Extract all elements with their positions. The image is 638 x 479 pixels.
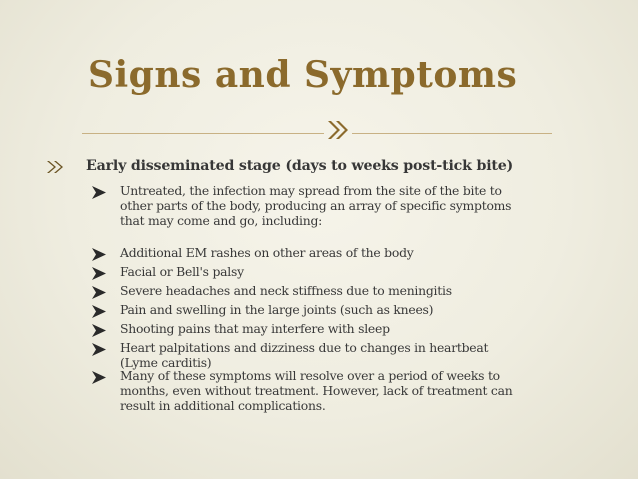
- list-item-line: months, even without treatment. However, lack of treatment can: [120, 383, 513, 398]
- arrowhead-bullet-icon: [92, 343, 106, 356]
- double-arrow-bullet-icon: [46, 158, 70, 176]
- list-item-line: Facial or Bell's palsy: [120, 264, 244, 279]
- list-item-line: Shooting pains that may interfere with sleep: [120, 321, 390, 336]
- list-item-line: that may come and go, including:: [120, 213, 323, 228]
- list-item-line: Additional EM rashes on other areas of the body: [120, 245, 414, 260]
- main-bullet-text: Early disseminated stage (days to weeks post-tick bite): [86, 158, 514, 174]
- quote-ornament-icon: [324, 116, 352, 144]
- arrowhead-bullet-icon: [92, 248, 106, 261]
- arrowhead-bullet-icon: [92, 305, 106, 318]
- arrowhead-bullet-icon: [92, 371, 106, 384]
- arrowhead-bullet-icon: [92, 186, 106, 199]
- title-rule-right: [352, 133, 552, 134]
- list-item-line: Pain and swelling in the large joints (such as knees): [120, 302, 434, 317]
- list-item-line: (Lyme carditis): [120, 355, 212, 370]
- list-item-line: Many of these symptoms will resolve over a period of weeks to: [120, 368, 500, 383]
- title-rule-left: [82, 133, 324, 134]
- list-item-line: other parts of the body, producing an array of specific symptoms: [120, 198, 512, 213]
- arrowhead-bullet-icon: [92, 324, 106, 337]
- arrowhead-bullet-icon: [92, 267, 106, 280]
- list-item-line: Untreated, the infection may spread from the site of the bite to: [120, 183, 502, 198]
- list-item-line: result in additional complications.: [120, 398, 326, 413]
- slide-title: Signs and Symptoms: [88, 54, 518, 96]
- list-item-line: Heart palpitations and dizziness due to changes in heartbeat: [120, 340, 489, 355]
- arrowhead-bullet-icon: [92, 286, 106, 299]
- list-item-line: Severe headaches and neck stiffness due to meningitis: [120, 283, 452, 298]
